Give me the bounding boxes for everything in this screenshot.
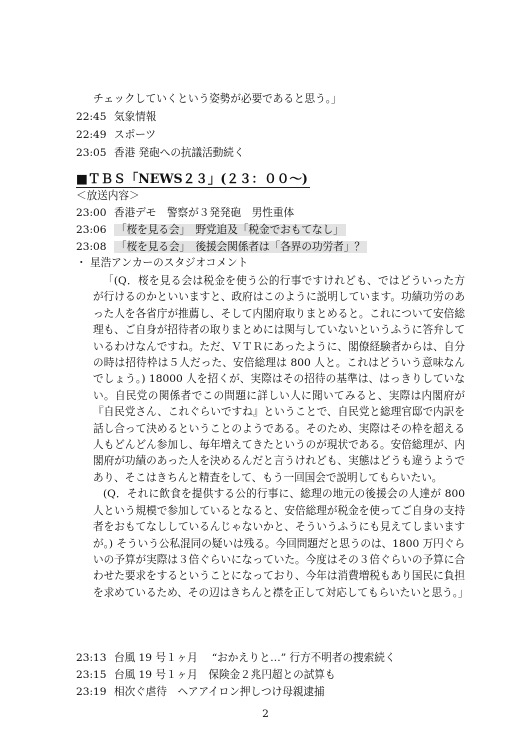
entry-time: 23:06 [76,224,107,236]
schedule-entry [76,686,325,699]
entry-text: 香港 発砲への抗議活動続く [114,147,245,159]
schedule-entry [76,224,346,237]
entry-time: 23:19 [76,686,107,698]
comment-paragraph: (Q．それに飲食を提供する公的行事に、総理の地元の後援会の人達が 800 人という規模で参加しているとなると、安倍総理が税金を使ってご自身の支持者をおもてなししているんじゃないかと、そういうふうにも見えてしまいますが。) そういう公私混同の疑いは残る。今回問題だと思うのは、1800 万円ぐらいの予算が実際は３倍ぐらいになっていた。今度はその３倍ぐらいの予算に合わせた要求をするということになっており、今年は消費増税もあり国民に負担を求めているため、その辺はきちんと襟を正して対応してもらいたいと思う。」 [93,488,469,599]
schedule-entry [76,241,367,254]
entry-time: 22:45 [76,111,107,123]
anchor-comment [93,273,469,601]
schedule-entry [76,111,156,124]
schedule-entry [76,669,336,682]
schedule-entry [76,129,156,142]
comment-paragraph: 「(Q．桜を見る会は税金を使う公的行事ですけれども、ではどういった方が行けるのかといいますと、政府はこのように説明しています。功績功労のあった人を各省庁が推薦し、そして内閣府取りまとめると。これについて安倍総理も、ご自身が招待者の取りまとめには関与していないというふうに答弁しているわけなんですね。ただ、ＶＴＲにあったように、閣僚経験者からは、自分の時は招待枠は５人だった、安倍総理は 800 人と。これはどういう意味なんでしょう。) 18000 人を招くが、実際はその招待の基準は、はっきりしていない。自民党の関係者でこの問題に詳しい人に聞いてみると、実際は内閣府が『自民党さん、これぐらいですね』ということで、自民党と総理官邸で内訳を話し合って決めるということのようである。そのため、実際はその枠を超える人もどんどん参加し、毎年増えてきたというのが現状である。安倍総理が、内閣府が功績のあった人を決めるんだと言うけれども、実態はどうも違うようであり、そこはきちんと精査をして、もう一回国会で説明してもらいたい。 [93,275,465,484]
entry-text: 相次ぐ虐待 ヘアアイロン押しつけ母親逮捕 [114,686,325,698]
entry-time: 23:08 [76,241,107,253]
entry-text: スポーツ [114,129,156,141]
highlighted-entry-text: 「桜を見る会」 野党追及「税金でおもてなし」 [116,224,344,236]
bullet-label: 星浩アンカーのスタジオコメント [90,257,249,269]
section-heading: ■ＴＢＳ「NEWS２３」(２３：００〜) [76,171,308,186]
highlighted-entry-text: 「桜を見る会」 後援会関係者は「各界の功労者」？ [116,241,365,253]
entry-time: 23:15 [76,669,107,681]
entry-time: 23:00 [76,207,107,219]
entry-time: 23:05 [76,147,107,159]
entry-text: 台風 19 号１ヶ月 保険金２兆円超との試算も [114,669,336,681]
schedule-entry [76,147,245,160]
bullet-symbol: ・ [76,257,87,269]
page-number: 2 [262,708,269,720]
entry-text: 台風 19 号１ヶ月 “おかえりと…” 行方不明者の捜索続く [114,652,396,664]
entry-time: 23:13 [76,652,107,664]
section-subheading: ＜放送内容＞ [76,190,140,202]
bullet-item [76,257,248,270]
entry-time: 22:49 [76,129,107,141]
entry-text: 気象情報 [114,111,157,123]
schedule-entry [76,207,294,220]
entry-text: 香港デモ 警察が３発発砲 男性重体 [114,207,295,219]
intro-text: チェックしていくという姿勢が必要であると思う。」 [93,93,342,105]
schedule-entry [76,652,395,665]
